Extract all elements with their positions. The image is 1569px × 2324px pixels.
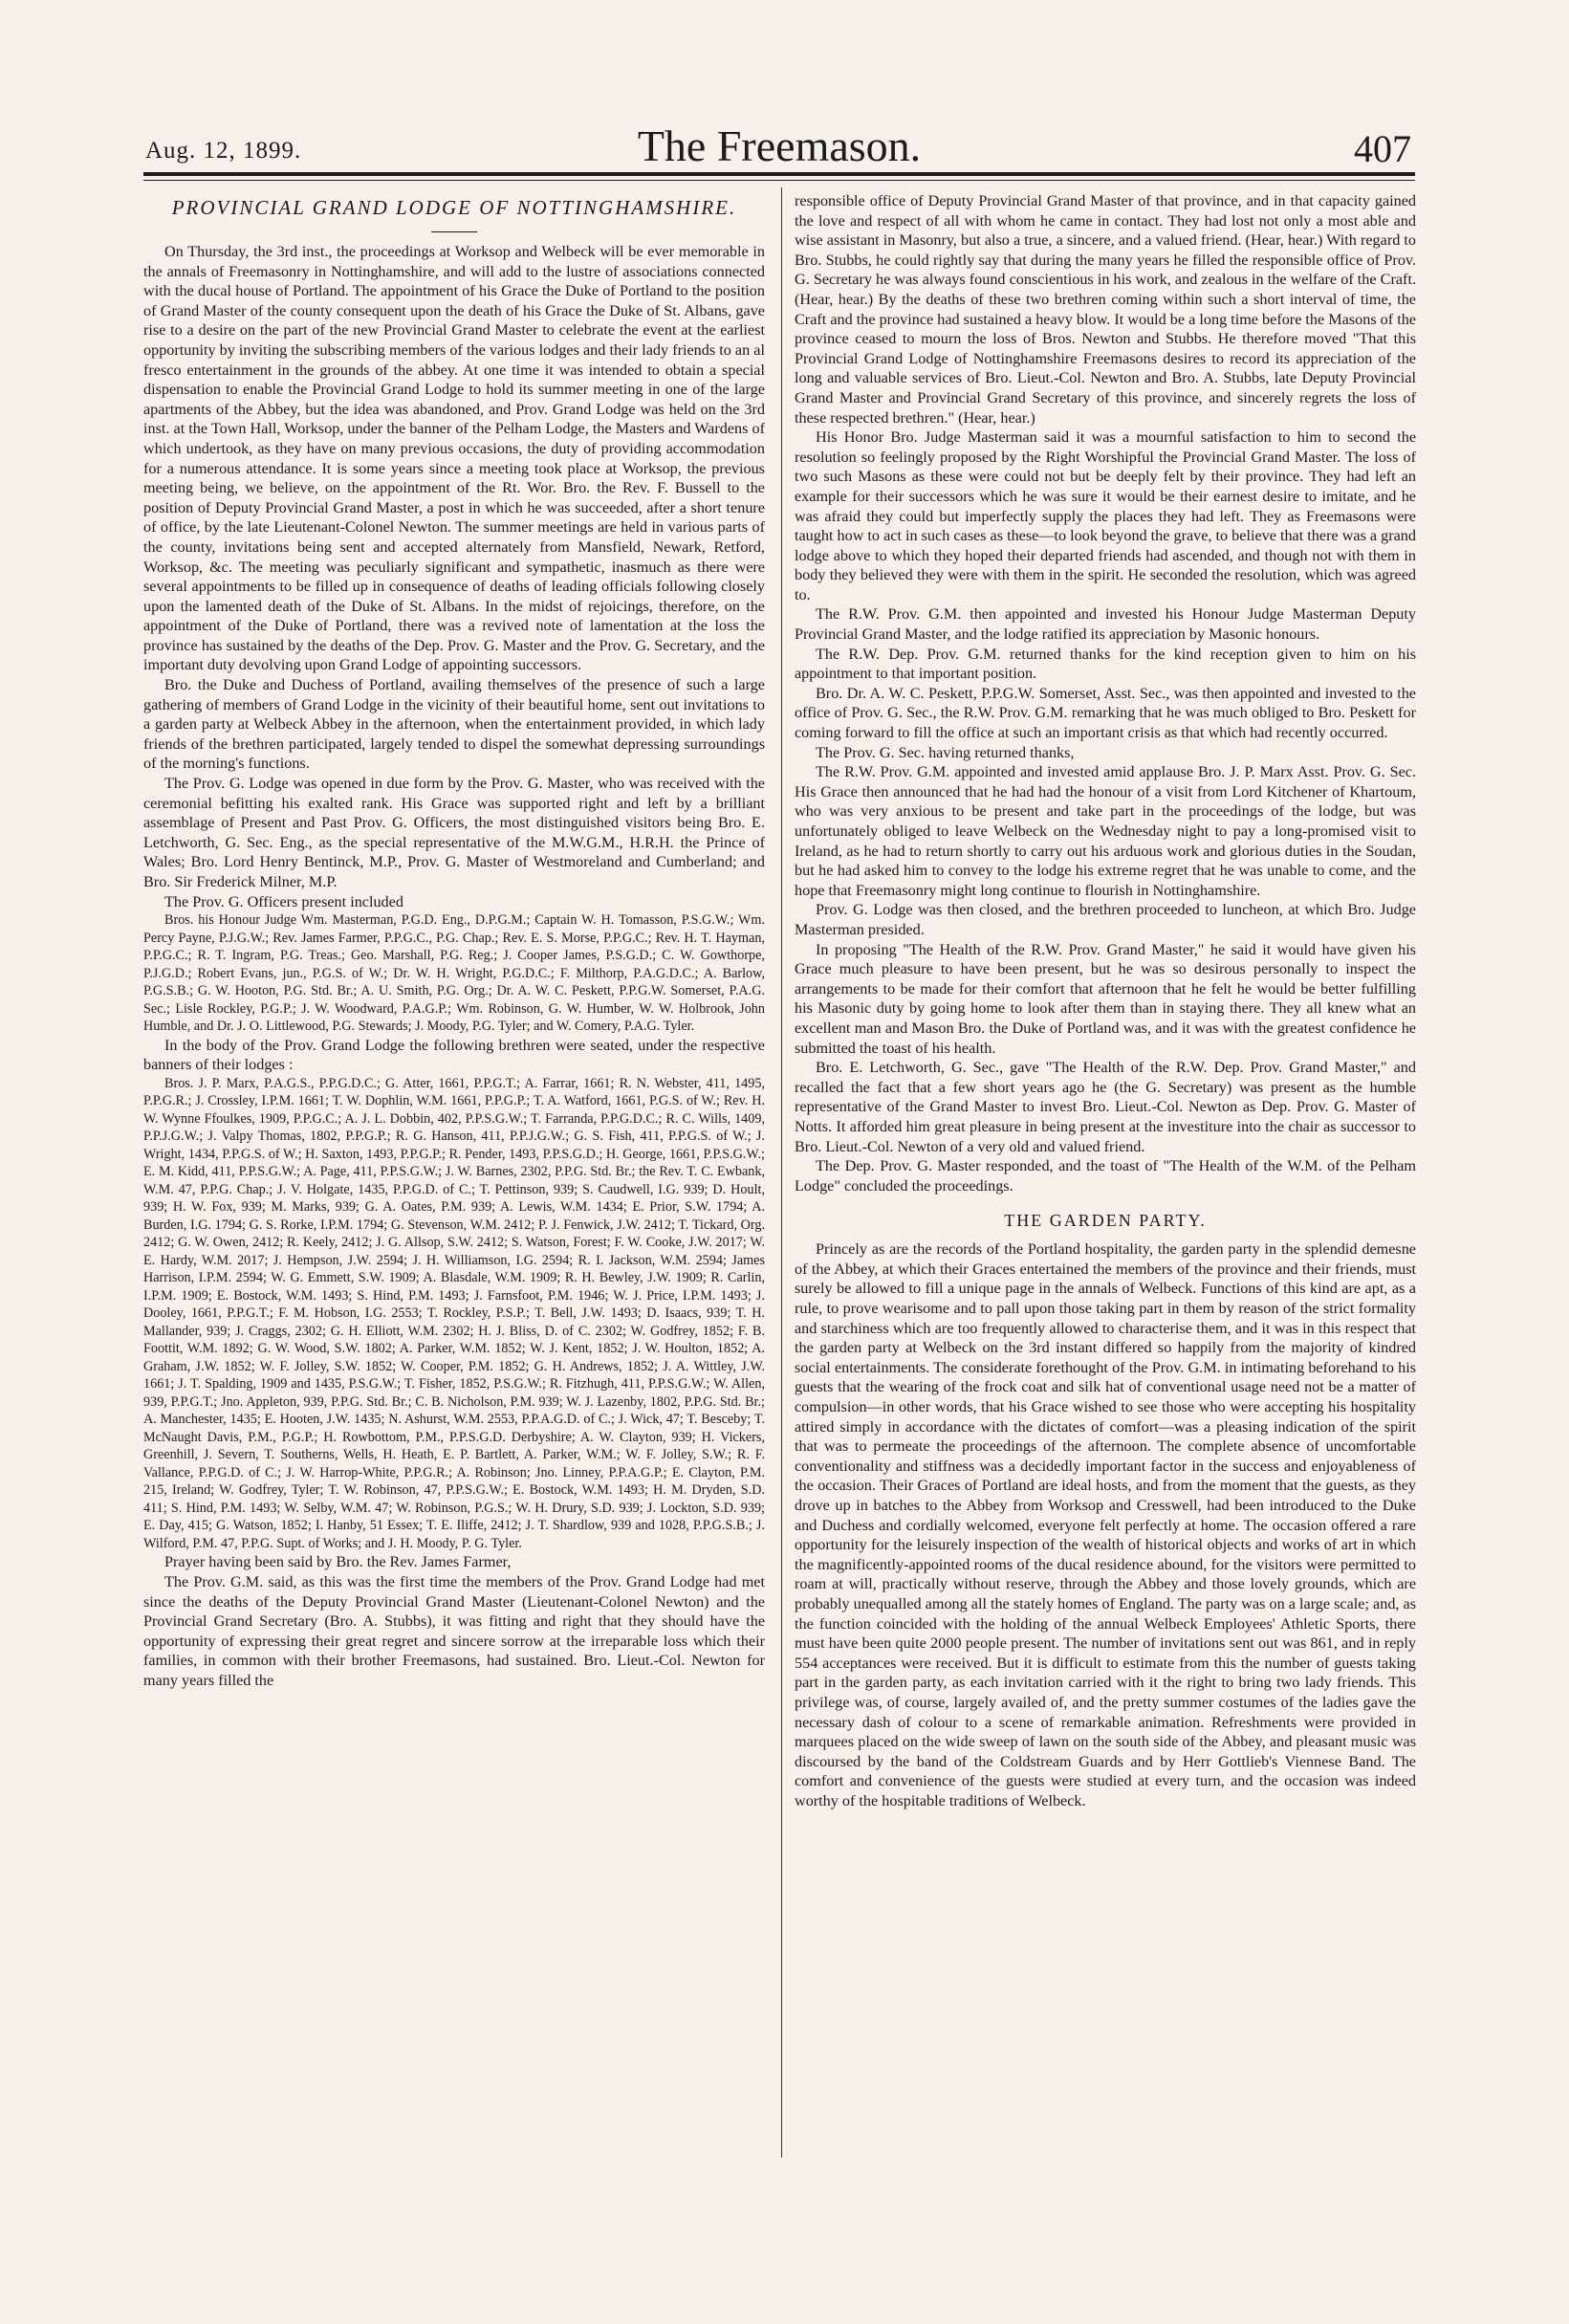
column-divider <box>781 187 782 2158</box>
paragraph: His Honor Bro. Judge Masterman said it was a mournful satisfaction to him to second the resolution so feelingly proposed by the Right Worshipful the Provincial Grand Master. The loss of two such Masons as these were could not but be deeply felt by their province. They had left an example for their successors which he was sure it would be their earnest desire to imitate, and he was afraid they could but imperfectly supply the places they had left. They as Freemasons were taught how to act in such cases as these—to look beyond the grave, to believe that there was a grand lodge above to which they hoped their departed friends had ascended, and though not with them in body they believed they were with them in the spirit. He seconded the resolution, which was agreed to. <box>795 428 1416 603</box>
paragraph: The R.W. Prov. G.M. appointed and invested amid applause Bro. J. P. Marx Asst. Prov. G. Sec. His Grace then announced that he had had the honour of a visit from Lord Kitchener of Khartoum, who was very anxious to be present and take part in the proceedings of the lodge, but was unfortunately obliged to leave Welbeck on the Wednesday night to pay a long-promised visit to Ireland, as he had to return shortly to carry out his arduous work and glorious duties in the Soudan, but he had asked him to convey to the lodge his extreme regret that he was unable to come, and the hope that Freemasonry might long continue to flourish in Nottinghamshire. <box>795 763 1416 899</box>
paragraph: The Prov. G.M. said, as this was the first time the members of the Prov. Grand Lodge had met since the deaths of the Deputy Provincial Grand Master (Lieutenant-Colonel Newton) and the Provincial Grand Secretary (Bro. A. Stubbs), it was fitting and right that they should have the opportunity of expressing their great regret and sincere sorrow at the irreparable loss which their families, in common with their brother Freemasons, had sustained. Bro. Lieut.-Col. Newton for many years filled the <box>143 1572 765 1689</box>
brethren-list: Bros. J. P. Marx, P.A.G.S., P.P.G.D.C.; G. Atter, 1661, P.P.G.T.; A. Farrar, 1661; R. N. Webster, 411, 1495, P.P.G.R.; J. Crossley, I.P.M. 1661; T. W. Dophlin, W.M. 1661, P.P.G.P.; T. A. Watford, 1661, P.G.S. of W.; Rev. H. W. Wynne Ffoulkes, 1909, P.P.G.C.; A. J. L. Dobbin, 402, P.P.S.G.W.; T. Farranda, P.P.G.D.C.; R. C. Wills, 1409, P.P.J.G.W.; J. Valpy Thomas, 1802, P.P.G.P.; R. G. Hanson, 411, P.P.J.G.W.; G. S. Fish, 411, P.P.G.S. of W.; J. Wright, 1434, P.P.G.S. of W.; H. Saxton, 1493, P.P.G.P.; R. Pender, 1493, P.P.S.G.D.; H. George, 1661, P.P.S.G.W.; E. M. Kidd, 411, P.P.S.G.W.; A. Page, 411, P.P.S.G.W.; J. W. Barnes, 2302, P.P.G. Std. Br.; the Rev. T. C. Ewbank, W.M. 47, P.P.G. Chap.; J. V. Holgate, 1435, P.P.G.D. of C.; T. Pettinson, 939; S. Caudwell, I.G. 939; D. Hoult, 939; H. W. Fox, 939; M. Marks, 939; G. A. Oates, P.M. 939; A. Lewis, W.M. 1434; E. Prior, S.W. 1794; A. Burden, I.G. 1794; G. S. Rorke, I.P.M. 1794; G. Stevenson, W.M. 2412; P. J. Fenwick, J.W. 2412; T. Tickard, Org. 2412; G. W. Owen, 2412; R. Keely, 2412; J. G. Allsop, S.W. 2412; S. Watson, Forest; F. W. Cooke, J.W. 2017; W. E. Hardy, W.M. 2017; J. Hempson, J.W. 2594; J. H. Williamson, I.G. 2594; R. I. Jackson, W.M. 2594; James Harrison, I.P.M. 2594; W. G. Emmett, S.W. 1909; A. Blasdale, W.M. 1909; R. H. Bewley, J.W. 1909; R. Carlin, I.P.M. 1909; E. Bostock, W.M. 1493; S. Hind, P.M. 1493; J. Farnsfoot, P.M. 1946; W. J. Price, I.P.M. 1493; J. Dooley, 1661, P.P.G.T.; F. M. Hobson, I.G. 2553; T. Rockley, P.S.P.; T. Bell, J.W. 1493; D. Isaacs, 939; T. H. Mallander, 939; J. Craggs, 2302; G. H. Elliott, W.M. 2302; H. J. Bliss, D. of C. 2302; W. Godfrey, 1852; F. B. Foottit, W.M. 1892; G. W. Wood, S.W. 1802; A. Parker, W.M. 1852; W. J. Kent, 1852; J. W. Houlton, 1852; A. Graham, J.W. 1852; W. F. Jolley, S.W. 1852; W. Cooper, P.M. 1852; G. H. Andrews, 1852; J. A. Wittley, J.W. 1661; J. T. Spalding, 1909 and 1435, P.S.G.W.; T. Fisher, 1852, P.S.G.W.; R. Fitzhugh, 411, P.P.S.G.W.; W. Allen, 939, P.P.G.T.; Jno. Appleton, 939, P.P.G. Std. Br.; C. B. Nicholson, P.M. 939; W. J. Lazenby, 1802, P.P.G. Std. Br.; A. Manchester, 1435; E. Hooten, J.W. 1435; N. Ashurst, W.M. 2553, P.P.A.G.D. of C.; J. Wick, 47; T. Besceby; T. McNaught Davis, P.M., P.G.P.; H. Rowbottom, P.M., P.P.S.G.D. Derbyshire; A. W. Clayton, 939; H. Vickers, Greenhill, J. Severn, T. Southerns, Wells, H. Heath, E. P. Bartlett, A. Parker, W.M.; W. F. Jolley, S.W.; R. F. Vallance, P.P.G.D. of C.; J. W. Harrop-White, P.P.G.R.; A. Robinson; Jno. Linney, P.P.A.G.P.; E. Clayton, P.M. 215, Ireland; W. Godfrey, Tyler; T. W. Robinson, 47, P.P.S.G.W.; E. Bostock, W.M. 1493; H. M. Dryden, S.D. 411; S. Hind, P.M. 1493; W. Selby, W.M. 47; W. Robinson, P.G.S.; W. H. Drury, S.D. 939; J. Lockton, S.D. 939; E. Day, 415; G. Watson, 1852; I. Hanby, 51 Essex; T. E. Iliffe, 2412; J. T. Shardlow, 939 and 1028, P.P.G.S.B.; J. Wilford, P.M. 47, P.P.G. Supt. of Works; and J. H. Moody, P. G. Tyler. <box>143 1075 765 1551</box>
page-number: 407 <box>1354 127 1411 170</box>
paragraph: The Prov. G. Lodge was opened in due form by the Prov. G. Master, who was received with the ceremonial befitting his exalted rank. His Grace was supported right and left by a brilliant assemblage of Present and Past Prov. G. Officers, the most distinguished visitors being Bro. E. Letchworth, G. Sec. Eng., as the special representative of the M.W.G.M., H.R.H. the Prince of Wales; Bro. Lord Henry Bentinck, M.P., Prov. G. Master of Westmoreland and Cumberland; and Bro. Sir Frederick Milner, M.P. <box>143 775 765 890</box>
masthead <box>143 121 1415 172</box>
right-column <box>795 191 1416 2152</box>
left-column <box>143 191 765 2152</box>
paragraph: The Prov. G. Sec. having returned thanks, <box>816 743 1075 761</box>
paragraph: In the body of the Prov. Grand Lodge the following brethren were seated, under the respective banners of their lodges : <box>143 1036 765 1074</box>
paragraph: The R.W. Dep. Prov. G.M. returned thanks for the kind reception given to him on his appointment to that important position. <box>795 645 1416 683</box>
paragraph: Princely as are the records of the Portland hospitality, the garden party in the splendid demesne of the Abbey, at which their Graces entertained the members of the province and their friends, must surely be allowed to fill a unique page in the annals of Welbeck. Functions of this kind are apt, as a rule, to prove wearisome and to pall upon those taking part in them by reason of the strict formality and starchiness which are too frequently allowed to characterise them, and it was in this respect that the garden party at Welbeck on the 3rd instant differed so happily from the majority of kindred social entertainments. The considerate forethought of the Prov. G.M. in intimating beforehand to his guests that the wearing of the frock coat and silk hat of conventional usage need not be a matter of compulsion—in other words, that his Grace wished to see those who were accepting his hospitality attired simply in accordance with the dictates of comfort—was a pleasing indication of the spirit that was to permeate the proceedings of the afternoon. The complete absence of uncomfortable conventionality and stiffness was a decidedly important factor in the success and enjoyableness of the occasion. Their Graces of Portland are ideal hosts, and from the moment that the guests, as they drove up in batches to the Abbey from Worksop and Cresswell, had been introduced to the Duke and Duchess and cordially welcomed, everyone felt perfectly at home. The occasion offered a rare opportunity for the leisurely inspection of the wealth of historical objects and works of art in which the magnificently-appointed rooms of the ducal residence abound, for the visitors were permitted to roam at will, practically without reserve, through the Abbey and those lovely grounds, which are probably unequalled among all the stately homes of England. The party was on a large scale; and, as the function coincided with the holding of the annual Welbeck Employees' Athletic Sports, there must have been quite 2000 people present. The number of invitations sent out was 861, and in reply 554 acceptances were received. But it is difficult to estimate from this the number of guests taking part in the garden party, as each invitation carried with it the right to bring two lady friends. This privilege was, of course, largely availed of, and the pretty summer costumes of the ladies gave the necessary dash of colour to a scene of remarkable animation. Refreshments were provided in marquees placed on the wide sweep of lawn on the south side of the Abbey, and pleasant music was discoursed by the band of the Coldstream Guards and by Herr Gottlieb's Viennese Band. The comfort and convenience of the guests were studied at every turn, and the occasion was indeed worthy of the hospitable traditions of Welbeck. <box>795 1240 1416 1809</box>
publication-title: The Freemason. <box>637 121 922 170</box>
masthead-rule <box>143 172 1415 176</box>
paragraph: The Prov. G. Officers present included <box>164 892 403 910</box>
paragraph: On Thursday, the 3rd inst., the proceedings at Worksop and Welbeck will be ever memorable in the annals of Freemasonry in Nottinghamshire, and will add to the lustre of associations connected with the ducal house of Portland. The appointment of his Grace the Duke of Portland to the position of Grand Master of the county consequent upon the death of his Grace the Duke of St. Albans, gave rise to a desire on the part of the new Provincial Grand Master to celebrate the event at the earliest opportunity by inviting the subscribing members of the various lodges and their lady friends to an al fresco entertainment in the grounds of the abbey. At one time it was intended to obtain a special dispensation to enable the Provincial Grand Lodge to hold its summer meeting in one of the large apartments of the Abbey, but the idea was abandoned, and Prov. Grand Lodge was held on the 3rd inst. at the Town Hall, Worksop, under the banner of the Pelham Lodge, the Masters and Wardens of which undertook, as they have on many previous occasions, the duty of providing accommodation for a numerous attendance. It is some years since a meeting took place at Worksop, the previous meeting being, we believe, on the appointment of the Rt. Wor. Bro. the Rev. F. Bussell to the position of Deputy Provincial Grand Master, a post in which he was succeeded, after a short tenure of office, by the late Lieutenant-Colonel Newton. The summer meetings are held in various parts of the county, invitations being sent and accepted alternately from Mansfield, Newark, Retford, Worksop, &c. The meeting was peculiarly significant and sympathetic, inasmuch as there were several appointments to be filled up in consequence of deaths of leading officials following closely upon the lamented death of the Duke of St. Albans. In the midst of rejoicings, therefore, on the appointment of the Duke of Portland, there was a revived note of lamentation at the loss the province has sustained by the deaths of the Dep. Prov. G. Master and the Prov. G. Secretary, and the important duty devolving upon Grand Lodge of appointing successors. <box>143 243 765 674</box>
officers-list: Bros. his Honour Judge Wm. Masterman, P.G.D. Eng., D.P.G.M.; Captain W. H. Tomasson, P.S.G.W.; Wm. Percy Payne, P.J.G.W.; Rev. James Farmer, P.P.G.C., P.G. Chap.; Rev. E. S. Morse, P.P.G.C.; Rev. H. T. Hayman, P.P.G.C.; R. T. Ingram, P.G. Treas.; Geo. Marshall, P.G. Reg.; J. Cooper James, P.S.G.D.; C. W. Gowthorpe, P.J.G.D.; Robert Evans, jun., P.G.S. of W.; Dr. W. H. Wright, P.G.D.C.; F. Milthorp, P.A.G.D.C.; A. Barlow, P.G.S.B.; G. W. Hooton, P.G. Std. Br.; A. U. Smith, P.G. Org.; Dr. A. W. C. Peskett, P.P.G.W. Somerset, P.A.G. Sec.; Lisle Rockley, P.G.P.; J. W. Woodward, P.A.G.P.; Wm. Robinson, G. W. Humber, W. W. Holbrook, John Humble, and Dr. J. O. Littlewood, P.G. Stewards; J. Moody, P.G. Tyler; and W. Comery, P.A.G. Tyler. <box>143 912 765 1035</box>
paragraph: Prayer having been said by Bro. the Rev. James Farmer, <box>164 1553 512 1571</box>
paragraph-continued: responsible office of Deputy Provincial Grand Master of that province, and in that capacity gained the love and respect of all with whom he came in contact. They had lost not only a most able and wise assistant in Masonry, but also a true, a sincere, and a valued friend. (Hear, hear.) With regard to Bro. Stubbs, he could rightly say that during the many years he filled the responsible office of Prov. G. Secretary he was always found conscientious in his work, and zealous in the welfare of the Craft. (Hear, hear.) By the deaths of these two brethren coming within such a short interval of time, the Craft and the province had sustained a heavy blow. It would be a long time before the Masons of the province ceased to mourn the loss of Bros. Newton and Stubbs. He therefore moved "That this Provincial Grand Lodge of Nottinghamshire Freemasons desires to record its appreciation of the long and valuable services of Bro. Lieut.-Col. Newton and Bro. A. Stubbs, late Deputy Provincial Grand Master and Provincial Grand Secretary of this province, and sincerely regrets the loss of these respected brethren." (Hear, hear.) <box>795 192 1416 427</box>
issue-date: Aug. 12, 1899. <box>145 138 302 164</box>
paragraph: Prov. G. Lodge was then closed, and the brethren proceeded to luncheon, at which Bro. Judge Masterman presided. <box>795 901 1416 938</box>
headline-rule <box>431 231 477 232</box>
article-headline: PROVINCIAL GRAND LODGE OF NOTTINGHAMSHIRE. <box>171 196 737 219</box>
paragraph: The R.W. Prov. G.M. then appointed and invested his Honour Judge Masterman Deputy Provincial Grand Master, and the lodge ratified its appreciation by Masonic honours. <box>795 605 1416 644</box>
paragraph: Bro. E. Letchworth, G. Sec., gave "The Health of the R.W. Dep. Prov. Grand Master," and recalled the fact that a few short years ago he (the G. Secretary) was present as the humble representative of the Grand Master to invest Bro. Lieut.-Col. Newton as Dep. Prov. G. Master of Notts. It afforded him great pleasure in being present at the investiture into the chair as successor to Bro. Lieut.-Col. Newton of a very old and valued friend. <box>795 1059 1416 1155</box>
paragraph: The Dep. Prov. G. Master responded, and the toast of "The Health of the W.M. of the Pelham Lodge" concluded the proceedings. <box>795 1157 1416 1195</box>
masthead-rule-thin <box>143 180 1415 181</box>
section-subhead: THE GARDEN PARTY. <box>1004 1211 1207 1231</box>
paragraph: Bro. Dr. A. W. C. Peskett, P.P.G.W. Somerset, Asst. Sec., was then appointed and invested to the office of Prov. G. Sec., the R.W. Prov. G.M. remarking that he was much obliged to Bro. Peskett for coming forward to fill the office at such an important crisis as that which had recently occurred. <box>795 684 1416 742</box>
paragraph: In proposing "The Health of the R.W. Prov. Grand Master," he said it would have given his Grace much pleasure to have been present, but he was so desirous personally to inspect the arrangements to be made for their comfort that afternoon that he felt he would be better fulfilling his Masonic duty by going home to look after them than in staying there. They all knew what an excellent man and Mason Bro. the Duke of Portland was, and it was with the greatest confidence he submitted the toast of his health. <box>795 940 1416 1057</box>
paragraph: Bro. the Duke and Duchess of Portland, availing themselves of the presence of such a large gathering of members of Grand Lodge in the vicinity of their beautiful home, sent out invitations to a garden party at Welbeck Abbey in the afternoon, when the entertainment provided, in which lady friends of the brethren participated, largely tended to dispel the somewhat depressing surroundings of the morning's functions. <box>143 676 765 773</box>
